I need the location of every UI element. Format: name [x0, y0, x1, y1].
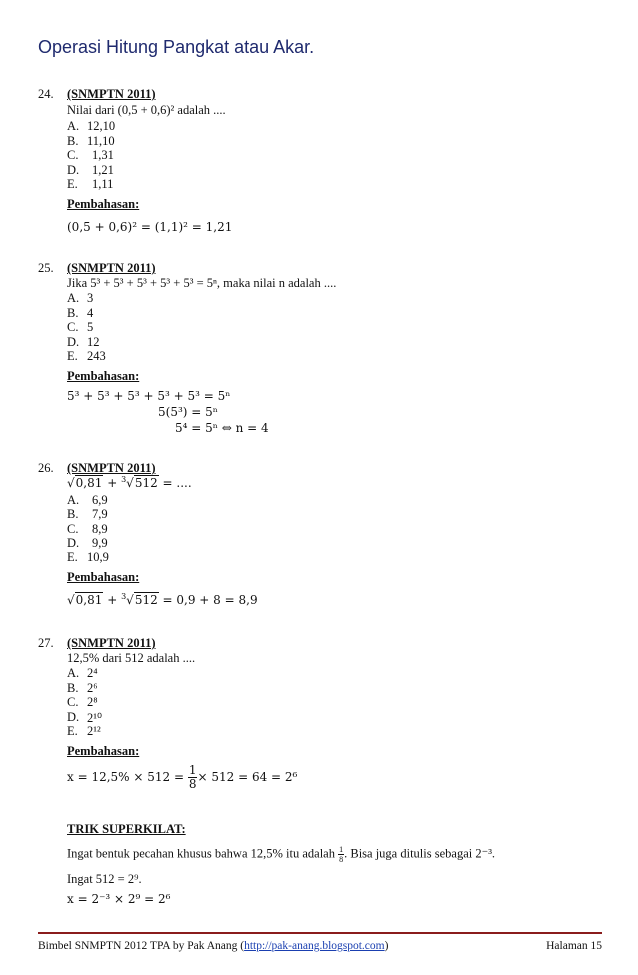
option-label: A.	[67, 119, 80, 133]
footer-link[interactable]: http://pak-anang.blogspot.com	[244, 940, 385, 952]
option-label: D.	[67, 163, 80, 177]
option-value: 5	[87, 320, 94, 334]
option-value: 1,31	[92, 148, 114, 162]
footer-credit: Bimbel SNMPTN 2012 TPA by Pak Anang (http://pak-anang.blogspot.com)	[38, 940, 389, 952]
option-label: E.	[67, 724, 78, 738]
sqrt-expression: √0,81	[67, 476, 103, 490]
trik-line: Ingat bentuk pecahan khusus bahwa 12,5% itu adalah $\frac{1}{8}$ . Bisa juga ditulis sebagai 2⁻³.	[67, 845, 496, 864]
option-value: 12	[87, 335, 100, 349]
option-value: 1,11	[92, 177, 114, 191]
option-value: 2⁸	[87, 695, 98, 709]
solution-line: 5⁴ = 5ⁿ ⇔ n = 4	[175, 421, 269, 435]
question-text: √0,81 + $^3$√512 = ....	[67, 475, 192, 490]
trik-line: Ingat 512 = 2⁹.	[67, 872, 142, 886]
option-label: C.	[67, 148, 79, 162]
option-label: B.	[67, 306, 79, 320]
solution-line: 5³ + 5³ + 5³ + 5³ + 5³ = 5ⁿ	[67, 389, 231, 403]
question-source: (SNMPTN 2011)	[67, 461, 156, 475]
option-label: D.	[67, 710, 80, 724]
question-source: (SNMPTN 2011)	[67, 636, 156, 650]
option-label: D.	[67, 536, 80, 550]
option-label: B.	[67, 681, 79, 695]
solution-line: x = 12,5% × 512 = $\frac{1}{8}$ × 512 = 64 = 2⁶	[67, 763, 298, 791]
question-text: 12,5% dari 512 adalah ....	[67, 651, 196, 665]
question-number: 27.	[38, 636, 54, 650]
question-source: (SNMPTN 2011)	[67, 261, 156, 275]
option-label: C.	[67, 522, 79, 536]
question-number: 25.	[38, 261, 54, 275]
option-label: C.	[67, 320, 79, 334]
option-label: A.	[67, 493, 80, 507]
option-value: 9,9	[92, 536, 108, 550]
solution-line: 5(5³) = 5ⁿ	[158, 405, 218, 419]
option-label: B.	[67, 134, 79, 148]
option-value: 1,21	[92, 163, 114, 177]
solution-line: √0,81 + $^3$√512 = 0,9 + 8 = 8,9	[67, 592, 258, 607]
option-label: C.	[67, 695, 79, 709]
question-text: Jika 5³ + 5³ + 5³ + 5³ + 5³ = 5ⁿ, maka nilai n adalah ....	[67, 276, 337, 290]
option-value: 8,9	[92, 522, 108, 536]
option-label: A.	[67, 666, 80, 680]
pembahasan-label: Pembahasan:	[67, 570, 140, 584]
pembahasan-label: Pembahasan:	[67, 744, 140, 758]
trik-label: TRIK SUPERKILAT:	[67, 822, 186, 836]
question-source: (SNMPTN 2011)	[67, 87, 156, 101]
pembahasan-label: Pembahasan:	[67, 369, 140, 383]
pembahasan-label: Pembahasan:	[67, 197, 140, 211]
option-label: E.	[67, 177, 78, 191]
option-value: 11,10	[87, 134, 115, 148]
option-value: 4	[87, 306, 94, 320]
option-value: 3	[87, 291, 94, 305]
footer-rule	[38, 932, 602, 934]
option-label: E.	[67, 349, 78, 363]
option-value: 2⁶	[87, 681, 98, 695]
option-value: 12,10	[87, 119, 116, 133]
trik-line: x = 2⁻³ × 2⁹ = 2⁶	[67, 892, 171, 906]
option-label: E.	[67, 550, 78, 564]
option-value: 2¹⁰	[87, 711, 103, 725]
question-number: 26.	[38, 461, 54, 475]
option-label: B.	[67, 507, 79, 521]
option-label: D.	[67, 335, 80, 349]
option-value: 6,9	[92, 493, 108, 507]
question-number: 24.	[38, 87, 54, 101]
page-number: Halaman 15	[546, 940, 602, 952]
page-title: Operasi Hitung Pangkat atau Akar.	[38, 37, 315, 57]
solution-line: (0,5 + 0,6)² = (1,1)² = 1,21	[67, 220, 233, 234]
option-value: 2⁴	[87, 666, 98, 680]
option-label: A.	[67, 291, 80, 305]
option-value: 2¹²	[87, 724, 101, 738]
option-value: 7,9	[92, 507, 108, 521]
cbrt-expression: √512	[126, 476, 158, 490]
question-text: Nilai dari (0,5 + 0,6)² adalah ....	[67, 103, 226, 117]
option-value: 243	[87, 349, 106, 363]
fraction: $\frac{1}{8}$	[188, 763, 197, 791]
fraction: $\frac{1}{8}$	[339, 845, 344, 864]
option-value: 10,9	[87, 550, 109, 564]
